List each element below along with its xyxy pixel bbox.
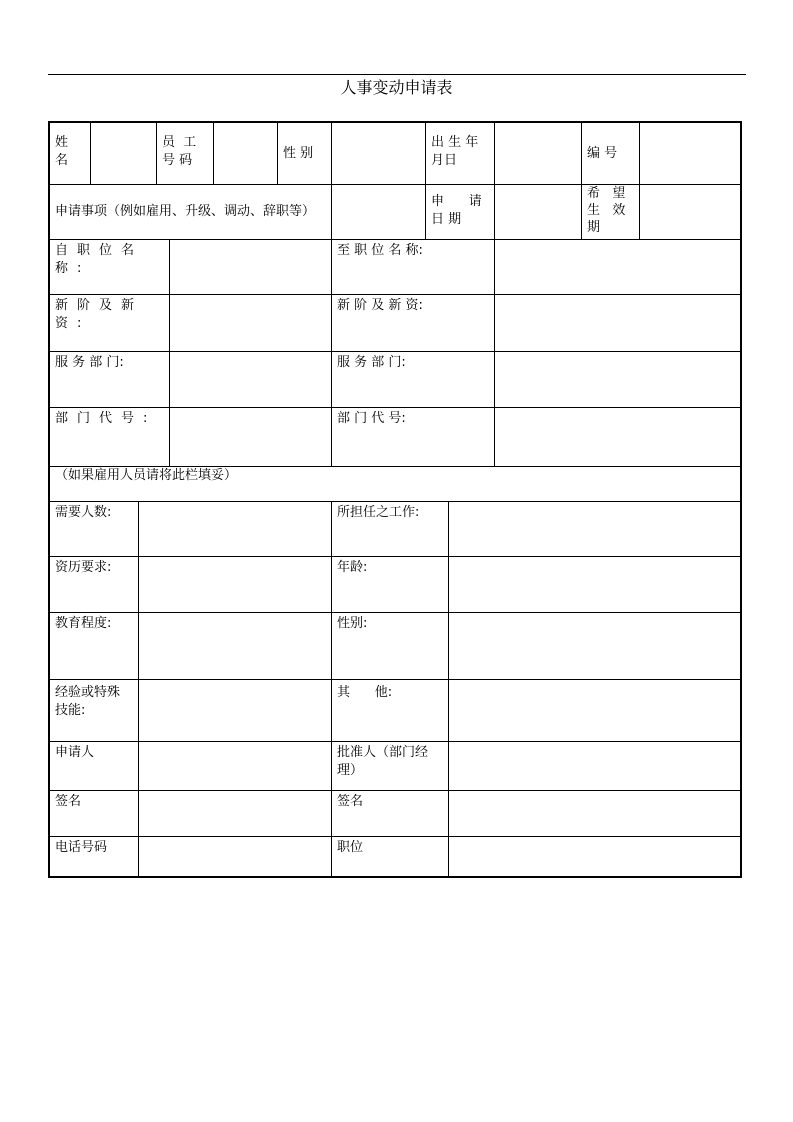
dept-code-field[interactable] <box>170 408 332 467</box>
name-label: 姓 名 <box>50 123 91 185</box>
date-field[interactable] <box>495 185 582 240</box>
service-dept-field[interactable] <box>170 352 332 408</box>
form-title: 人事变动申请表 <box>340 78 453 97</box>
other-label: 其 他: <box>332 680 449 742</box>
form-table <box>48 121 742 878</box>
dept-code-label: 部门代号: <box>50 408 170 467</box>
from-position-field[interactable] <box>170 240 332 295</box>
applicant-label: 申请人 <box>50 742 139 791</box>
sign-label-right: 签名 <box>332 791 449 837</box>
qualification-field[interactable] <box>139 557 332 613</box>
effective-field[interactable] <box>640 185 742 240</box>
matter-field[interactable] <box>332 185 426 240</box>
approver-field[interactable] <box>449 742 742 791</box>
birth-field[interactable] <box>495 123 582 185</box>
serial-field[interactable] <box>640 123 742 185</box>
duty-field[interactable] <box>449 502 742 557</box>
service-dept-label-right: 服 务 部 门: <box>332 352 495 408</box>
other-field[interactable] <box>449 680 742 742</box>
service-dept-label: 服 务 部 门: <box>50 352 170 408</box>
duty-label: 所担任之工作: <box>332 502 449 557</box>
headcount-field[interactable] <box>139 502 332 557</box>
sex-field[interactable] <box>449 613 742 680</box>
gender-label: 性 别 <box>278 123 332 185</box>
dept-code-label-right: 部 门 代 号: <box>332 408 495 467</box>
top-rule <box>48 74 746 75</box>
experience-label: 经验或特殊 技能: <box>50 680 139 742</box>
age-label: 年龄: <box>332 557 449 613</box>
birth-label: 出 生 年 月日 <box>426 123 495 185</box>
to-position-field[interactable] <box>495 240 742 295</box>
experience-field[interactable] <box>139 680 332 742</box>
age-field[interactable] <box>449 557 742 613</box>
employee-no-label: 员 工 号 码 <box>157 123 214 185</box>
gender-field[interactable] <box>332 123 426 185</box>
effective-label: 希 望 生 效 期 <box>582 185 640 240</box>
phone-label: 电话号码 <box>50 837 139 878</box>
matter-label: 申请事项（例如雇用、升级、调动、辞职等） <box>50 185 332 240</box>
position-field[interactable] <box>449 837 742 878</box>
name-field[interactable] <box>91 123 157 185</box>
new-grade-salary-field[interactable] <box>170 295 332 352</box>
qualification-label: 资历要求: <box>50 557 139 613</box>
sign-label: 签名 <box>50 791 139 837</box>
new-grade-salary-label-right: 新 阶 及 新 资: <box>332 295 495 352</box>
serial-label: 编 号 <box>582 123 640 185</box>
sex-label: 性别: <box>332 613 449 680</box>
sign-field[interactable] <box>139 791 332 837</box>
date-label: 申 请 日 期 <box>426 185 495 240</box>
education-field[interactable] <box>139 613 332 680</box>
hiring-note: （如果雇用人员请将此栏填妥） <box>50 467 742 502</box>
sign-field-right[interactable] <box>449 791 742 837</box>
phone-field[interactable] <box>139 837 332 878</box>
from-position-label: 自职位名称: <box>50 240 170 295</box>
dept-code-field-right[interactable] <box>495 408 742 467</box>
headcount-label: 需要人数: <box>50 502 139 557</box>
service-dept-field-right[interactable] <box>495 352 742 408</box>
to-position-label: 至 职 位 名 称: <box>332 240 495 295</box>
education-label: 教育程度: <box>50 613 139 680</box>
approver-label: 批准人（部门经 理） <box>332 742 449 791</box>
new-grade-salary-label: 新阶及新资: <box>50 295 170 352</box>
new-grade-salary-field-right[interactable] <box>495 295 742 352</box>
employee-no-field[interactable] <box>214 123 278 185</box>
applicant-field[interactable] <box>139 742 332 791</box>
position-label: 职位 <box>332 837 449 878</box>
